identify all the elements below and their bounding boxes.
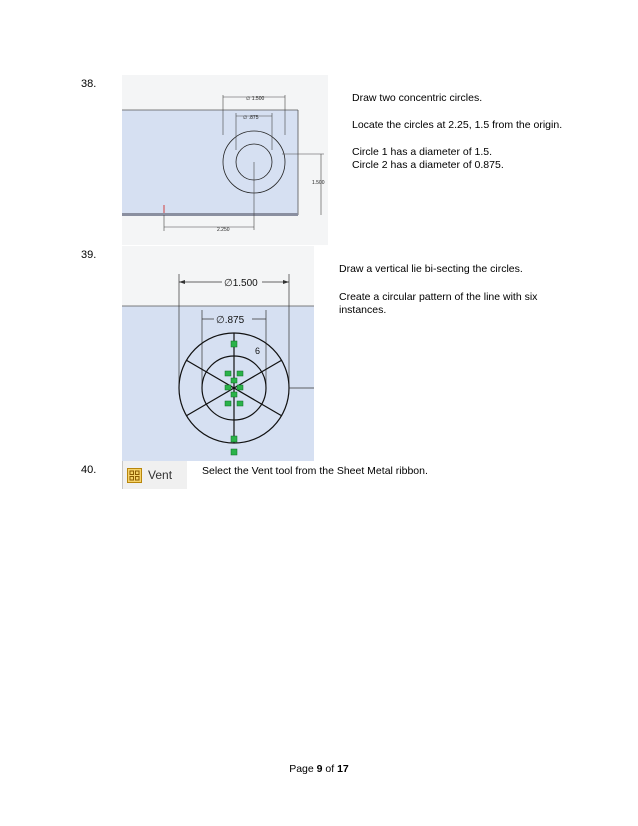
- vent-icon: [127, 468, 142, 483]
- step-38-line-1: Draw two concentric circles.: [352, 92, 483, 104]
- step-number: 38.: [81, 78, 97, 90]
- page-footer: [0, 763, 638, 775]
- step-38-line-3: Circle 1 has a diameter of 1.5.: [352, 146, 493, 158]
- step-40-line-1: Select the Vent tool from the Sheet Metal ribbon.: [202, 465, 428, 477]
- inner-diameter-dim: ∅ .875: [243, 115, 259, 121]
- step-38-figure: [122, 75, 328, 245]
- step-39-line-3: instances.: [339, 304, 387, 316]
- current-page: 9: [316, 763, 323, 775]
- pattern-count: 6: [255, 346, 261, 356]
- vent-button[interactable]: [122, 461, 187, 489]
- concentric-circles-sketch: [122, 75, 328, 245]
- step-38-line-2: Locate the circles at 2.25, 1.5 from the origin.: [352, 119, 563, 131]
- vent-button-label: Vent: [148, 468, 173, 482]
- step-number: 39.: [81, 249, 97, 261]
- footer-middle: of: [322, 763, 338, 775]
- outer-diameter-dim: ∅1.500: [224, 278, 258, 289]
- footer-prefix: Page: [289, 763, 317, 775]
- step-number: 40.: [81, 464, 97, 476]
- inner-diameter-dim: ∅.875: [216, 315, 245, 326]
- total-pages: 17: [337, 763, 349, 775]
- outer-diameter-dim: ∅ 1.500: [246, 96, 265, 102]
- step-39-figure: [122, 246, 314, 461]
- step-38-line-4: Circle 2 has a diameter of 0.875.: [352, 159, 504, 171]
- step-39-line-2: Create a circular pattern of the line with six: [339, 291, 538, 303]
- step-39-line-1: Draw a vertical lie bi-secting the circles.: [339, 263, 523, 275]
- horizontal-dim: 2.250: [217, 227, 230, 233]
- vertical-dim: 1.500: [312, 180, 325, 186]
- circular-pattern-sketch: [122, 246, 314, 461]
